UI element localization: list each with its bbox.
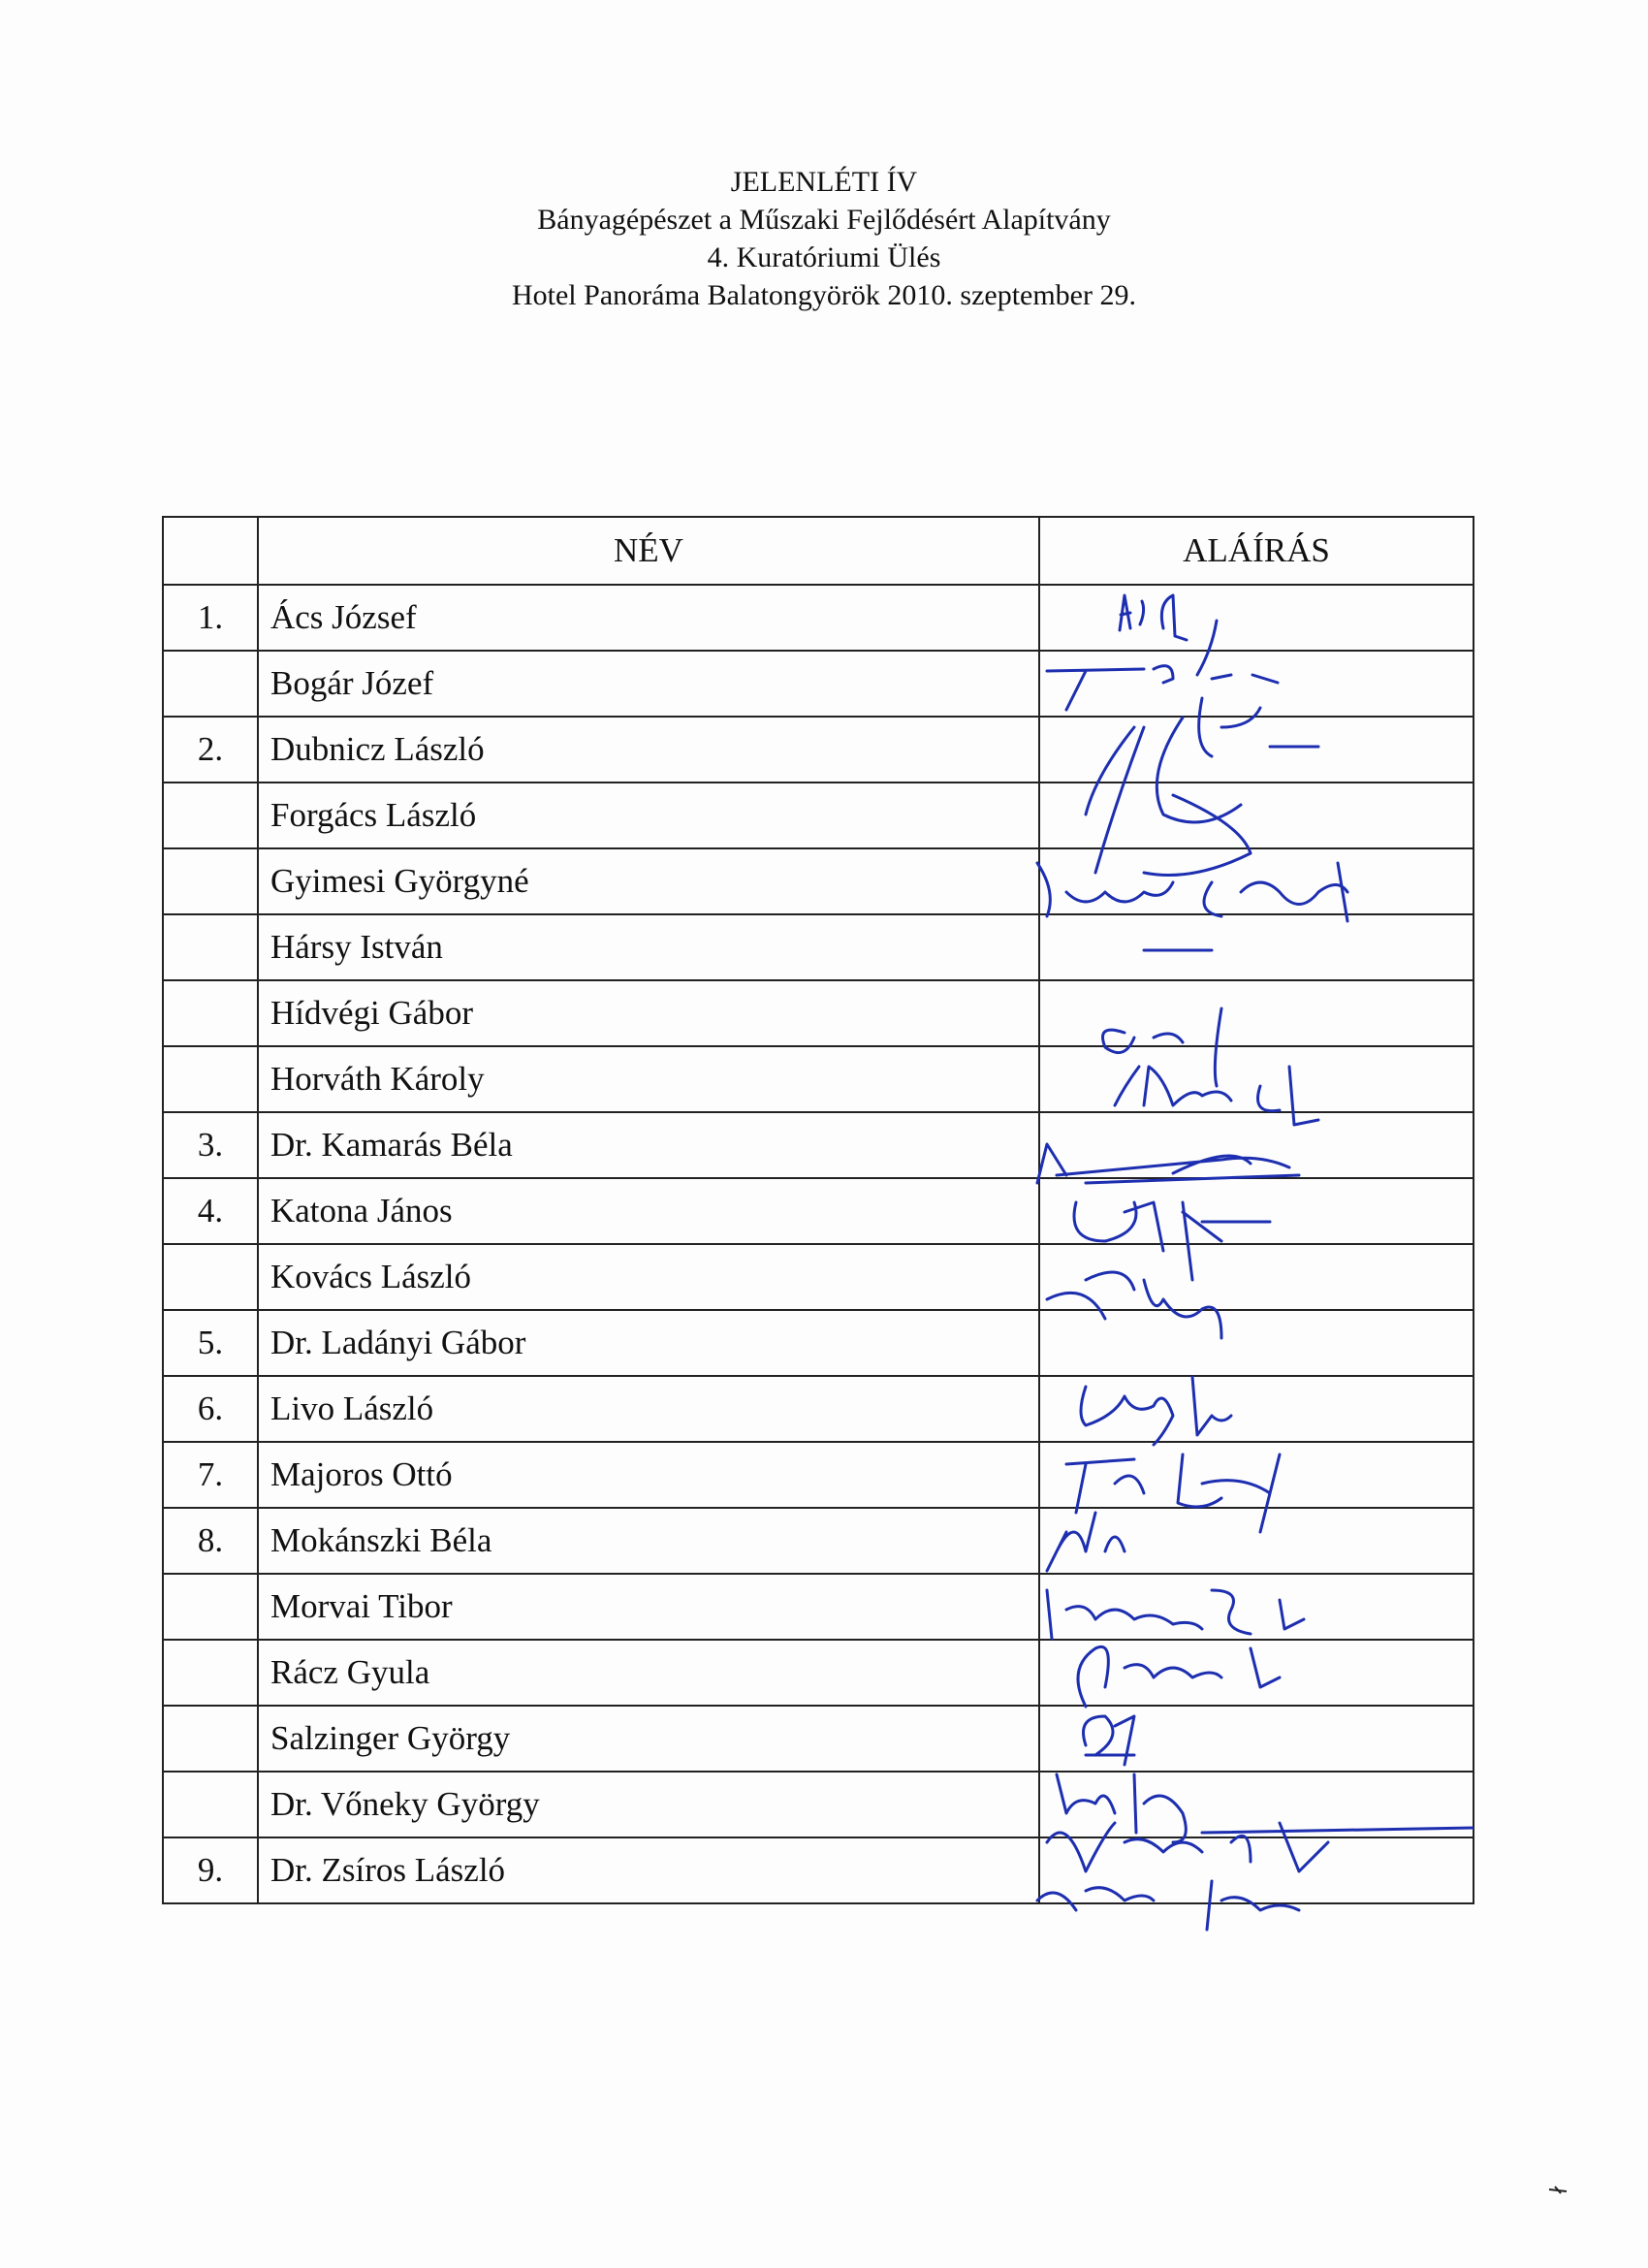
attendee-name: Horváth Károly [258,1046,1039,1112]
table-row [163,1706,1474,1772]
row-number [163,914,258,980]
row-number [163,1244,258,1310]
signature-cell [1039,1837,1474,1903]
attendee-name: Salzinger György [258,1706,1039,1772]
document-header [0,163,1648,314]
table-row [163,1046,1474,1112]
row-number: 9. [163,1837,258,1903]
attendee-name: Majoros Ottó [258,1442,1039,1508]
table-row [163,1574,1474,1640]
table-row [163,1376,1474,1442]
table-row [163,717,1474,783]
signature-cell [1039,1244,1474,1310]
table-row [163,1640,1474,1706]
row-number [163,848,258,914]
table-row [163,1837,1474,1903]
table-row [163,848,1474,914]
row-number [163,1640,258,1706]
signature-cell [1039,1706,1474,1772]
signature-cell [1039,717,1474,783]
signature-cell [1039,1508,1474,1574]
row-number [163,1772,258,1837]
signature-cell [1039,1772,1474,1837]
signature-cell [1039,1442,1474,1508]
attendee-name: Mokánszki Béla [258,1508,1039,1574]
scan-speck [1547,2184,1569,2195]
signature-cell [1039,1178,1474,1244]
signature-cell [1039,651,1474,717]
attendee-name: Dr. Kamarás Béla [258,1112,1039,1178]
row-number [163,980,258,1046]
attendee-name: Hársy István [258,914,1039,980]
table-header-row [163,517,1474,585]
attendee-name: Hídvégi Gábor [258,980,1039,1046]
attendee-name: Dubnicz László [258,717,1039,783]
document-title: JELENLÉTI ÍV [730,166,918,198]
table-row [163,1508,1474,1574]
row-number [163,1706,258,1772]
attendee-name: Dr. Vőneky György [258,1772,1039,1837]
table-row [163,783,1474,848]
column-header-number [163,517,258,585]
table-row [163,1112,1474,1178]
signature-cell [1039,1310,1474,1376]
signature-cell [1039,1112,1474,1178]
attendee-name: Morvai Tibor [258,1574,1039,1640]
signature-cell [1039,1046,1474,1112]
signature-cell [1039,1376,1474,1442]
table-row [163,1442,1474,1508]
signature-cell [1039,848,1474,914]
column-header-signature: ALÁÍRÁS [1039,517,1474,585]
row-number: 5. [163,1310,258,1376]
attendee-name: Bogár Józef [258,651,1039,717]
table-row [163,1772,1474,1837]
attendee-name: Kovács László [258,1244,1039,1310]
table-row [163,1178,1474,1244]
table-row [163,651,1474,717]
attendee-name: Dr. Zsíros László [258,1837,1039,1903]
row-number: 8. [163,1508,258,1574]
signature-cell [1039,783,1474,848]
attendee-name: Forgács László [258,783,1039,848]
table-row [163,1310,1474,1376]
attendance-table [162,516,1474,1904]
signature-cell [1039,980,1474,1046]
row-number: 4. [163,1178,258,1244]
table-row [163,914,1474,980]
signature-cell [1039,1574,1474,1640]
signature-cell [1039,585,1474,651]
organization-name: Bányagépészet a Műszaki Fejlődésért Alapítvány [537,204,1111,236]
row-number [163,783,258,848]
row-number [163,1574,258,1640]
attendee-name: Rácz Gyula [258,1640,1039,1706]
venue-date: Hotel Panoráma Balatongyörök 2010. szeptember 29. [511,279,1136,311]
row-number: 7. [163,1442,258,1508]
table-row [163,980,1474,1046]
table-row [163,585,1474,651]
signature-cell [1039,914,1474,980]
row-number: 1. [163,585,258,651]
meeting-name: 4. Kuratóriumi Ülés [707,241,941,273]
attendee-name: Ács József [258,585,1039,651]
attendee-name: Gyimesi Györgyné [258,848,1039,914]
row-number [163,651,258,717]
column-header-name: NÉV [258,517,1039,585]
row-number: 3. [163,1112,258,1178]
row-number: 6. [163,1376,258,1442]
attendee-name: Dr. Ladányi Gábor [258,1310,1039,1376]
row-number [163,1046,258,1112]
table-row [163,1244,1474,1310]
attendee-name: Katona János [258,1178,1039,1244]
attendee-name: Livo László [258,1376,1039,1442]
signature-cell [1039,1640,1474,1706]
row-number: 2. [163,717,258,783]
